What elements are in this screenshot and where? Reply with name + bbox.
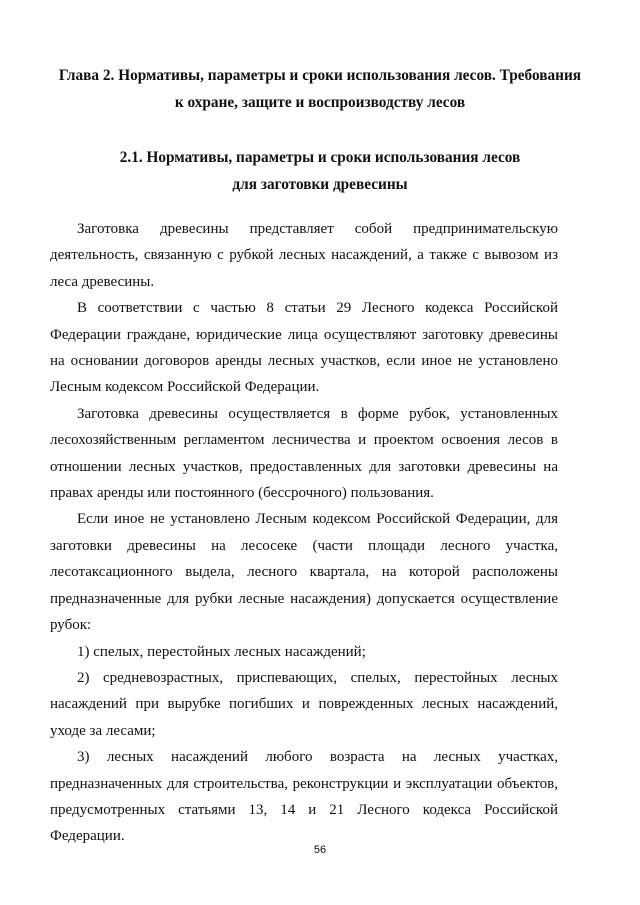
body-text [50, 216, 558, 850]
list-item: 2) средневозрастных, приспевающих, спелых, перестойных лесных насаждений при вырубке погибших и поврежденных лесных насаждений, уходе за лесами; [50, 669, 558, 739]
page-number: 56 [313, 844, 327, 856]
list-item: 3) лесных насаждений любого возраста на лесных участках, предназначенных для строительства, реконструкции и эксплуатации объектов, предусмотренных статьями 13, 14 и 21 Лесного кодекса Российской Федерации. [50, 749, 558, 845]
paragraph: Если иное не установлено Лесным кодексом Российской Федерации, для заготовки древесины на лесосеке (части площади лесного участка, лесотаксационного выдела, лесного квартала, на которой расположены предназначенные для рубки лесные насаждения) допускается осуществление рубок: [50, 511, 558, 634]
paragraph: Заготовка древесины представляет собой предпринимательскую деятельность, связанную с рубкой лесных насаждений, а также с вывозом из леса древесины. [50, 221, 558, 290]
section-heading-line-1: 2.1. Нормативы, параметры и сроки использования лесов [119, 149, 521, 166]
paragraph: В соответствии с частью 8 статьи 29 Лесного кодекса Российской Федерации граждане, юридические лица осуществляют заготовку древесины на основании договоров аренды лесных участков, если иное не установлено Лесным кодексом Российской Федерации. [50, 300, 558, 396]
chapter-heading-line-2: к охране, защите и воспроизводству лесов [174, 94, 466, 111]
chapter-heading [40, 62, 600, 116]
chapter-heading-line-1: Глава 2. Нормативы, параметры и сроки использования лесов. Требования [58, 67, 582, 84]
paragraph: Заготовка древесины осуществляется в форме рубок, установленных лесохозяйственным регламентом лесничества и проектом освоения лесов в отношении лесных участков, предоставленных для заготовки древесины на правах аренды или постоянного (бессрочного) пользования. [50, 405, 558, 502]
section-heading-line-2: для заготовки древесины [232, 176, 408, 193]
section-heading [40, 144, 600, 198]
list-item: 1) спелых, перестойных лесных насаждений; [77, 643, 366, 660]
